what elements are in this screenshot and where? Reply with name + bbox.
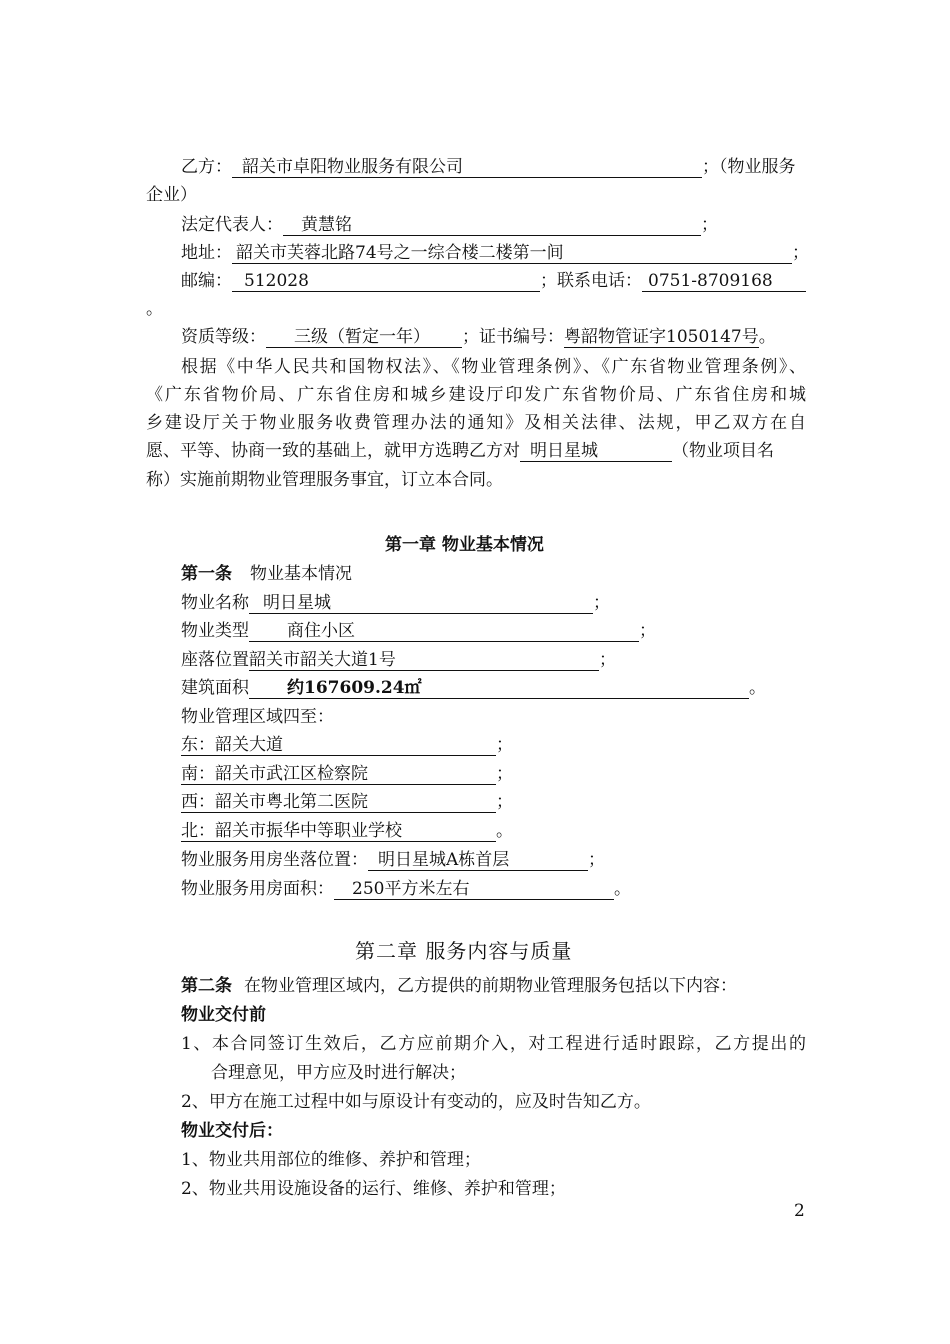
boundary-north xyxy=(181,820,513,842)
boundary-west-end: ； xyxy=(496,792,513,812)
service-room-area-label: 物业服务用房面积： xyxy=(181,879,334,899)
article-1-heading xyxy=(181,563,352,585)
cert-value: 粤韶物管证字1050147号 xyxy=(564,327,759,347)
preamble-line-5: 称）实施前期物业管理服务事宜，订立本合同。 xyxy=(146,470,503,490)
boundary-west-value: 西：韶关市粤北第二医院 xyxy=(181,792,496,813)
boundary-east-end: ； xyxy=(496,735,513,755)
property-type-line xyxy=(181,620,656,642)
property-name-line xyxy=(181,592,610,614)
legal-rep-end: ； xyxy=(701,215,718,235)
floor-area-label: 建筑面积 xyxy=(181,678,249,698)
service-room-area-line xyxy=(181,878,631,900)
property-type-end: ； xyxy=(639,621,656,641)
property-type-value: 商住小区 xyxy=(249,621,639,642)
item-before-1-line-2: 合理意见，甲方应及时进行解决； xyxy=(211,1063,466,1083)
item-before-1-line-1: 1、本合同签订生效后，乙方应前期介入，对工程进行适时跟踪，乙方提出的 xyxy=(181,1034,806,1054)
before-delivery-heading: 物业交付前 xyxy=(181,1005,266,1025)
postcode-value: 512028 xyxy=(232,271,540,292)
preamble-line-4-text: 愿、平等、协商一致的基础上，就甲方选聘乙方对 xyxy=(146,441,520,461)
preamble-project-name: 明日星城 xyxy=(520,441,672,462)
boundary-south-value: 南：韶关市武江区检察院 xyxy=(181,764,496,785)
boundary-east xyxy=(181,734,513,756)
location-label: 座落位置 xyxy=(181,650,249,670)
preamble-line-4-post: （物业项目名 xyxy=(672,441,774,461)
service-room-area-value: 250平方米左右 xyxy=(334,879,614,900)
item-after-2: 2、物业共用设施设备的运行、维修、养护和管理； xyxy=(181,1179,566,1199)
chapter-2-title: 第二章 服务内容与质量 xyxy=(355,939,573,963)
article-2-line xyxy=(181,975,737,997)
location-line xyxy=(181,649,616,671)
boundary-north-value: 北：韶关市振华中等职业学校 xyxy=(181,821,496,842)
service-room-location-end: ； xyxy=(588,850,605,870)
article-1-title: 物业基本情况 xyxy=(250,564,352,584)
address-line xyxy=(181,242,809,264)
floor-area-end: 。 xyxy=(749,678,766,698)
floor-area-line xyxy=(181,677,766,699)
postcode-end: 。 xyxy=(146,299,163,319)
preamble-line-1: 根据《中华人民共和国物权法》、《物业管理条例》、《广东省物业管理条例》、 xyxy=(181,357,806,377)
party-b-label: 乙方： xyxy=(181,157,232,177)
party-b-suffix-cont: 企业） xyxy=(146,185,197,205)
boundaries-heading: 物业管理区域四至： xyxy=(181,707,334,727)
party-b-suffix: ；（物业服务 xyxy=(702,157,796,177)
item-before-2: 2、甲方在施工过程中如与原设计有变动的，应及时告知乙方。 xyxy=(181,1092,651,1112)
qualification-line xyxy=(181,326,776,348)
cert-end: 。 xyxy=(758,327,776,347)
cert-label: ；证书编号： xyxy=(462,327,564,347)
boundary-north-end: 。 xyxy=(496,821,513,841)
chapter-1-title: 第一章 物业基本情况 xyxy=(385,535,544,555)
item-after-1: 1、物业共用部位的维修、养护和管理； xyxy=(181,1150,481,1170)
service-room-location-label: 物业服务用房坐落位置： xyxy=(181,850,368,870)
floor-area-value: 约167609.24㎡ xyxy=(249,678,749,699)
service-room-area-end: 。 xyxy=(614,879,631,899)
address-value: 韶关市芙蓉北路74号之一综合楼二楼第一间 xyxy=(232,243,792,264)
address-end: ； xyxy=(792,243,809,263)
preamble-line-2: 《广东省物价局、广东省住房和城乡建设厅印发广东省物价局、广东省住房和城 xyxy=(146,385,806,405)
boundary-south-end: ； xyxy=(496,764,513,784)
postcode-label: 邮编： xyxy=(181,271,232,291)
postcode-line xyxy=(181,270,806,292)
legal-rep-label: 法定代表人： xyxy=(181,215,283,235)
article-2-label: 第二条 xyxy=(181,976,232,996)
phone-label: ；联系电话： xyxy=(540,271,642,291)
page-number: 2 xyxy=(794,1201,805,1221)
preamble-line-4 xyxy=(146,440,774,462)
address-label: 地址： xyxy=(181,243,232,263)
property-type-label: 物业类型 xyxy=(181,621,249,641)
boundary-east-value: 东：韶关大道 xyxy=(181,735,496,756)
property-name-end: ； xyxy=(593,593,610,613)
article-2-text: 在物业管理区域内，乙方提供的前期物业管理服务包括以下内容： xyxy=(244,976,737,996)
boundary-west xyxy=(181,791,513,813)
boundary-south xyxy=(181,763,513,785)
legal-rep-line xyxy=(181,214,718,236)
location-value: 韶关市韶关大道1号 xyxy=(249,650,599,671)
legal-rep-name: 黄慧铭 xyxy=(283,215,701,236)
after-delivery-heading: 物业交付后： xyxy=(181,1121,283,1141)
party-b-line xyxy=(181,156,796,178)
party-b-name: 韶关市卓阳物业服务有限公司 xyxy=(232,157,702,178)
property-name-value: 明日星城 xyxy=(249,593,593,614)
phone-value: 0751-8709168 xyxy=(642,271,806,292)
location-end: ； xyxy=(599,650,616,670)
service-room-location-line xyxy=(181,849,605,871)
service-room-location-value: 明日星城A栋首层 xyxy=(368,850,588,871)
qualification-label: 资质等级： xyxy=(181,327,266,347)
article-1-label: 第一条 xyxy=(181,564,232,584)
qualification-value: 三级（暂定一年） xyxy=(266,327,462,348)
preamble-line-3: 乡建设厅关于物业服务收费管理办法的通知》及相关法律、法规，甲乙双方在自 xyxy=(146,413,806,433)
property-name-label: 物业名称 xyxy=(181,593,249,613)
